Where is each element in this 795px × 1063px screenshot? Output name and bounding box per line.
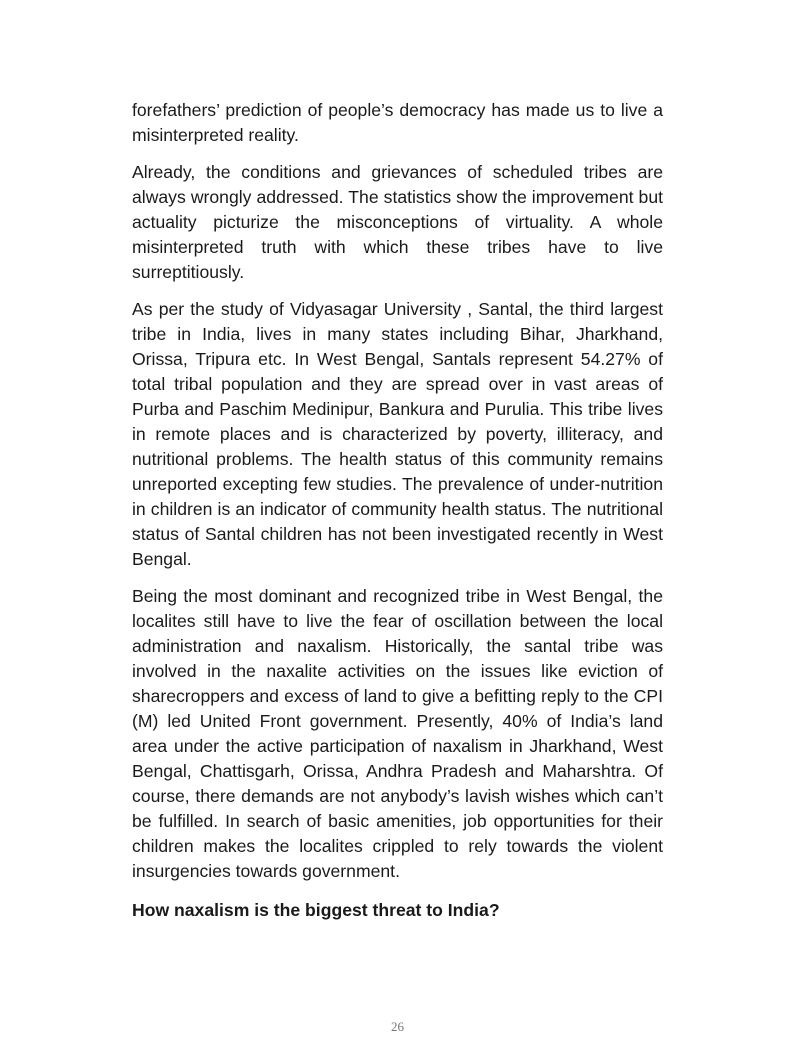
paragraph-continuation: forefathers’ prediction of people’s democracy has made us to live a misinterpreted reality. [132, 100, 663, 145]
paragraph-scheduled-tribes: Already, the conditions and grievances of scheduled tribes are always wrongly addressed. The statistics show the improvement but actuality picturize the misconceptions of virtuality. A whole misinterpreted truth with which these tribes have to live surreptitiously. [132, 162, 663, 282]
paragraph-santal-study: As per the study of Vidyasagar University , Santal, the third largest tribe in India, lives in many states including Bihar, Jharkhand, Orissa, Tripura etc. In West Bengal, Santals represent 54.27% of total tribal population and they are spread over in vast areas of Purba and Paschim Medinipur, Bankura and Purulia. This tribe lives in remote places and is characterized by poverty, illiteracy, and nutritional problems. The health status of this community remains unreported excepting few studies. The prevalence of under-nutrition in children is an indicator of community health status. The nutritional status of Santal children has not been investigated recently in West Bengal. [132, 299, 663, 569]
page-number: 26 [391, 1019, 404, 1034]
document-page [132, 98, 663, 923]
section-heading: How naxalism is the biggest threat to India? [132, 900, 500, 920]
paragraph-naxalism-history: Being the most dominant and recognized tribe in West Bengal, the localites still have to live the fear of oscillation between the local administration and naxalism. Historically, the santal tribe was involved in the naxalite activities on the issues like eviction of sharecroppers and excess of land to give a befitting reply to the CPI (M) led United Front government. Presently, 40% of India’s land area under the active participation of naxalism in Jharkhand, West Bengal, Chattisgarh, Orissa, Andhra Pradesh and Maharshtra. Of course, there demands are not anybody’s lavish wishes which can’t be fulfilled. In search of basic amenities, job opportunities for their children makes the localites crippled to rely towards the violent insurgencies towards government. [132, 586, 663, 881]
